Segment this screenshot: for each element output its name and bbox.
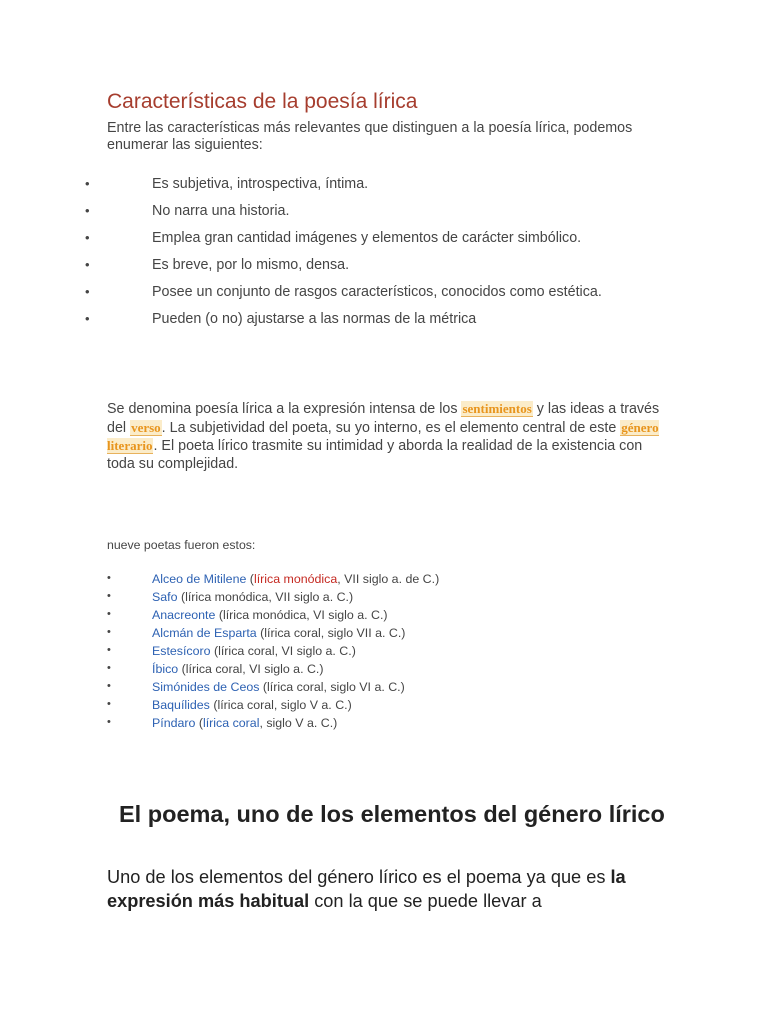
poet-details: (lírica coral, VI siglo a. C.) xyxy=(178,662,324,676)
poet-details: ( xyxy=(246,572,254,586)
poet-details: (lírica coral, VI siglo a. C.) xyxy=(210,644,356,658)
section-title: Características de la poesía lírica xyxy=(107,90,418,113)
poet-link[interactable]: Estesícoro xyxy=(152,644,211,658)
bullet: • xyxy=(85,176,90,191)
poets-intro: nueve poetas fueron estos: xyxy=(107,538,256,552)
poet-details: (lírica coral, siglo VII a. C.) xyxy=(256,626,406,640)
paragraph-text: . La subjetividad del poeta, su yo interno, es el elemento central de este xyxy=(161,419,621,436)
feature-text: Es breve, por lo mismo, densa. xyxy=(152,257,350,273)
poet-link[interactable]: Alceo de Mitilene xyxy=(152,572,247,586)
bullet: • xyxy=(107,626,111,638)
bullet: • xyxy=(107,680,111,692)
lirica-coral-link[interactable]: lírica coral xyxy=(202,716,260,730)
bullet: • xyxy=(85,257,90,272)
bullet: • xyxy=(107,644,111,656)
bullet: • xyxy=(107,572,111,584)
poet-details: (lírica coral, siglo VI a. C.) xyxy=(259,680,405,694)
poet-details: ( xyxy=(195,716,203,730)
poet-link[interactable]: Simónides de Ceos xyxy=(152,680,260,694)
genero-literario-link[interactable]: género literario xyxy=(107,419,659,454)
poet-link[interactable]: Alcmán de Esparta xyxy=(152,626,257,640)
bullet: • xyxy=(85,311,90,326)
poet-link[interactable]: Íbico xyxy=(152,662,179,676)
bullet: • xyxy=(107,662,111,674)
intro-text: Entre las características más relevantes que distinguen a la poesía lírica, podemos enumerar las siguientes: xyxy=(107,120,633,153)
feature-text: Posee un conjunto de rasgos característicos, conocidos como estética. xyxy=(152,284,602,300)
bullet: • xyxy=(85,230,90,245)
section-heading: El poema, uno de los elementos del género lírico xyxy=(119,801,665,827)
paragraph-text: Se denomina poesía lírica a la expresión intensa de los xyxy=(107,401,462,417)
lirica-monodica-link[interactable]: lírica monódica xyxy=(253,572,338,586)
bold-phrase: la expresión más habitual xyxy=(107,867,626,911)
paragraph-text: Uno de los elementos del género lírico es el poema ya que es xyxy=(107,867,611,887)
bullet: • xyxy=(107,716,111,728)
verso-link[interactable]: verso xyxy=(131,419,161,435)
feature-text: No narra una historia. xyxy=(152,203,290,219)
paragraph-text: . El poeta lírico trasmite su intimidad y aborda la realidad de la existencia con toda su complejidad. xyxy=(107,438,643,472)
poet-details: , siglo V a. C.) xyxy=(259,716,338,730)
bullet: • xyxy=(85,203,90,218)
sentimientos-link[interactable]: sentimientos xyxy=(462,401,532,416)
poet-link[interactable]: Baquílides xyxy=(152,698,210,712)
bullet: • xyxy=(85,284,90,299)
bullet: • xyxy=(107,590,111,602)
poet-link[interactable]: Píndaro xyxy=(152,716,196,730)
feature-text: Emplea gran cantidad imágenes y elementos de carácter simbólico. xyxy=(152,230,582,246)
poet-details: , VII siglo a. de C.) xyxy=(337,572,440,586)
poet-link[interactable]: Safo xyxy=(152,590,178,604)
poet-details: (lírica monódica, VI siglo a. C.) xyxy=(215,608,388,622)
bullet: • xyxy=(107,608,111,620)
paragraph-text: y las ideas a través del xyxy=(107,401,660,436)
definition-paragraph xyxy=(107,400,662,473)
bullet: • xyxy=(107,698,111,710)
poet-link[interactable]: Anacreonte xyxy=(152,608,216,622)
feature-text: Pueden (o no) ajustarse a las normas de la métrica xyxy=(152,311,477,327)
poet-details: (lírica coral, siglo V a. C.) xyxy=(209,698,352,712)
paragraph-text: con la que se puede llevar a xyxy=(309,890,542,911)
closing-paragraph xyxy=(107,866,667,913)
poet-details: (lírica monódica, VII siglo a. C.) xyxy=(177,590,354,604)
feature-text: Es subjetiva, introspectiva, íntima. xyxy=(152,176,369,192)
